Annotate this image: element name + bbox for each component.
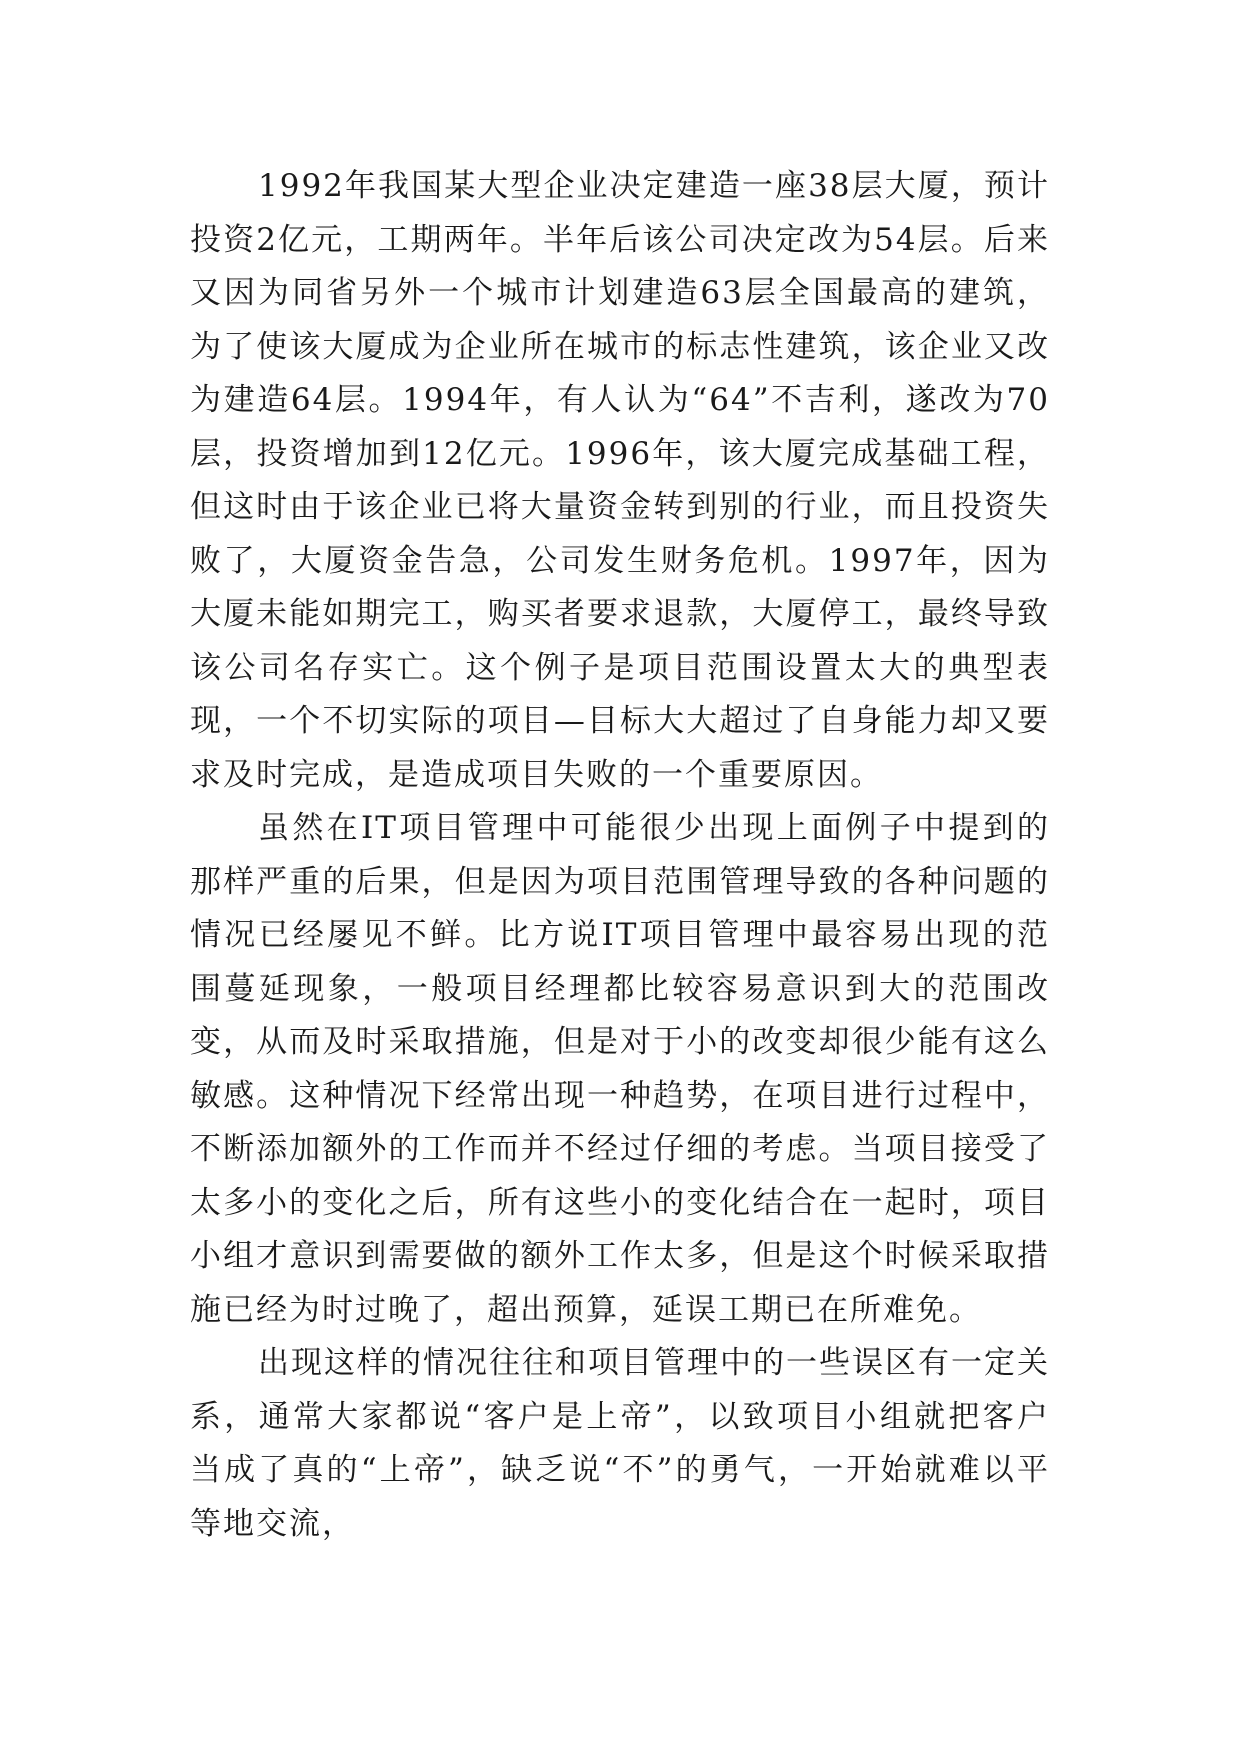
paragraph-3: 出现这样的情况往往和项目管理中的一些误区有一定关系，通常大家都说“客户是上帝”，以致项目小组就把客户当成了真的“上帝”，缺乏说“不”的勇气，一开始就难以平等地交流， [190,1345,1050,1542]
paragraph-1: 1992年我国某大型企业决定建造一座38层大厦，预计投资2亿元，工期两年。半年后该公司决定改为54层。后来又因为同省另外一个城市计划建造63层全国最高的建筑，为了使该大厦成为企业所在城市的标志性建筑，该企业又改为建造64层。1994年，有人认为“64”不吉利，遂改为70层，投资增加到12亿元。1996年，该大厦完成基础工程，但这时由于该企业已将大量资金转到别的行业，而且投资失败了，大厦资金告急，公司发生财务危机。1997年，因为大厦未能如期完工，购买者要求退款，大厦停工，最终导致该公司名存实亡。这个例子是项目范围设置太大的典型表现，一个不切实际的项目—目标大大超过了自身能力却又要求及时完成，是造成项目失败的一个重要原因。 [190,168,1050,793]
document-body [190,160,1050,1551]
paragraph-2: 虽然在IT项目管理中可能很少出现上面例子中提到的那样严重的后果，但是因为项目范围管理导致的各种问题的情况已经屡见不鲜。比方说IT项目管理中最容易出现的范围蔓延现象，一般项目经理都比较容易意识到大的范围改变，从而及时采取措施，但是对于小的改变却很少能有这么敏感。这种情况下经常出现一种趋势，在项目进行过程中，不断添加额外的工作而并不经过仔细的考虑。当项目接受了太多小的变化之后，所有这些小的变化结合在一起时，项目小组才意识到需要做的额外工作太多，但是这个时候采取措施已经为时过晚了，超出预算，延误工期已在所难免。 [190,810,1050,1328]
